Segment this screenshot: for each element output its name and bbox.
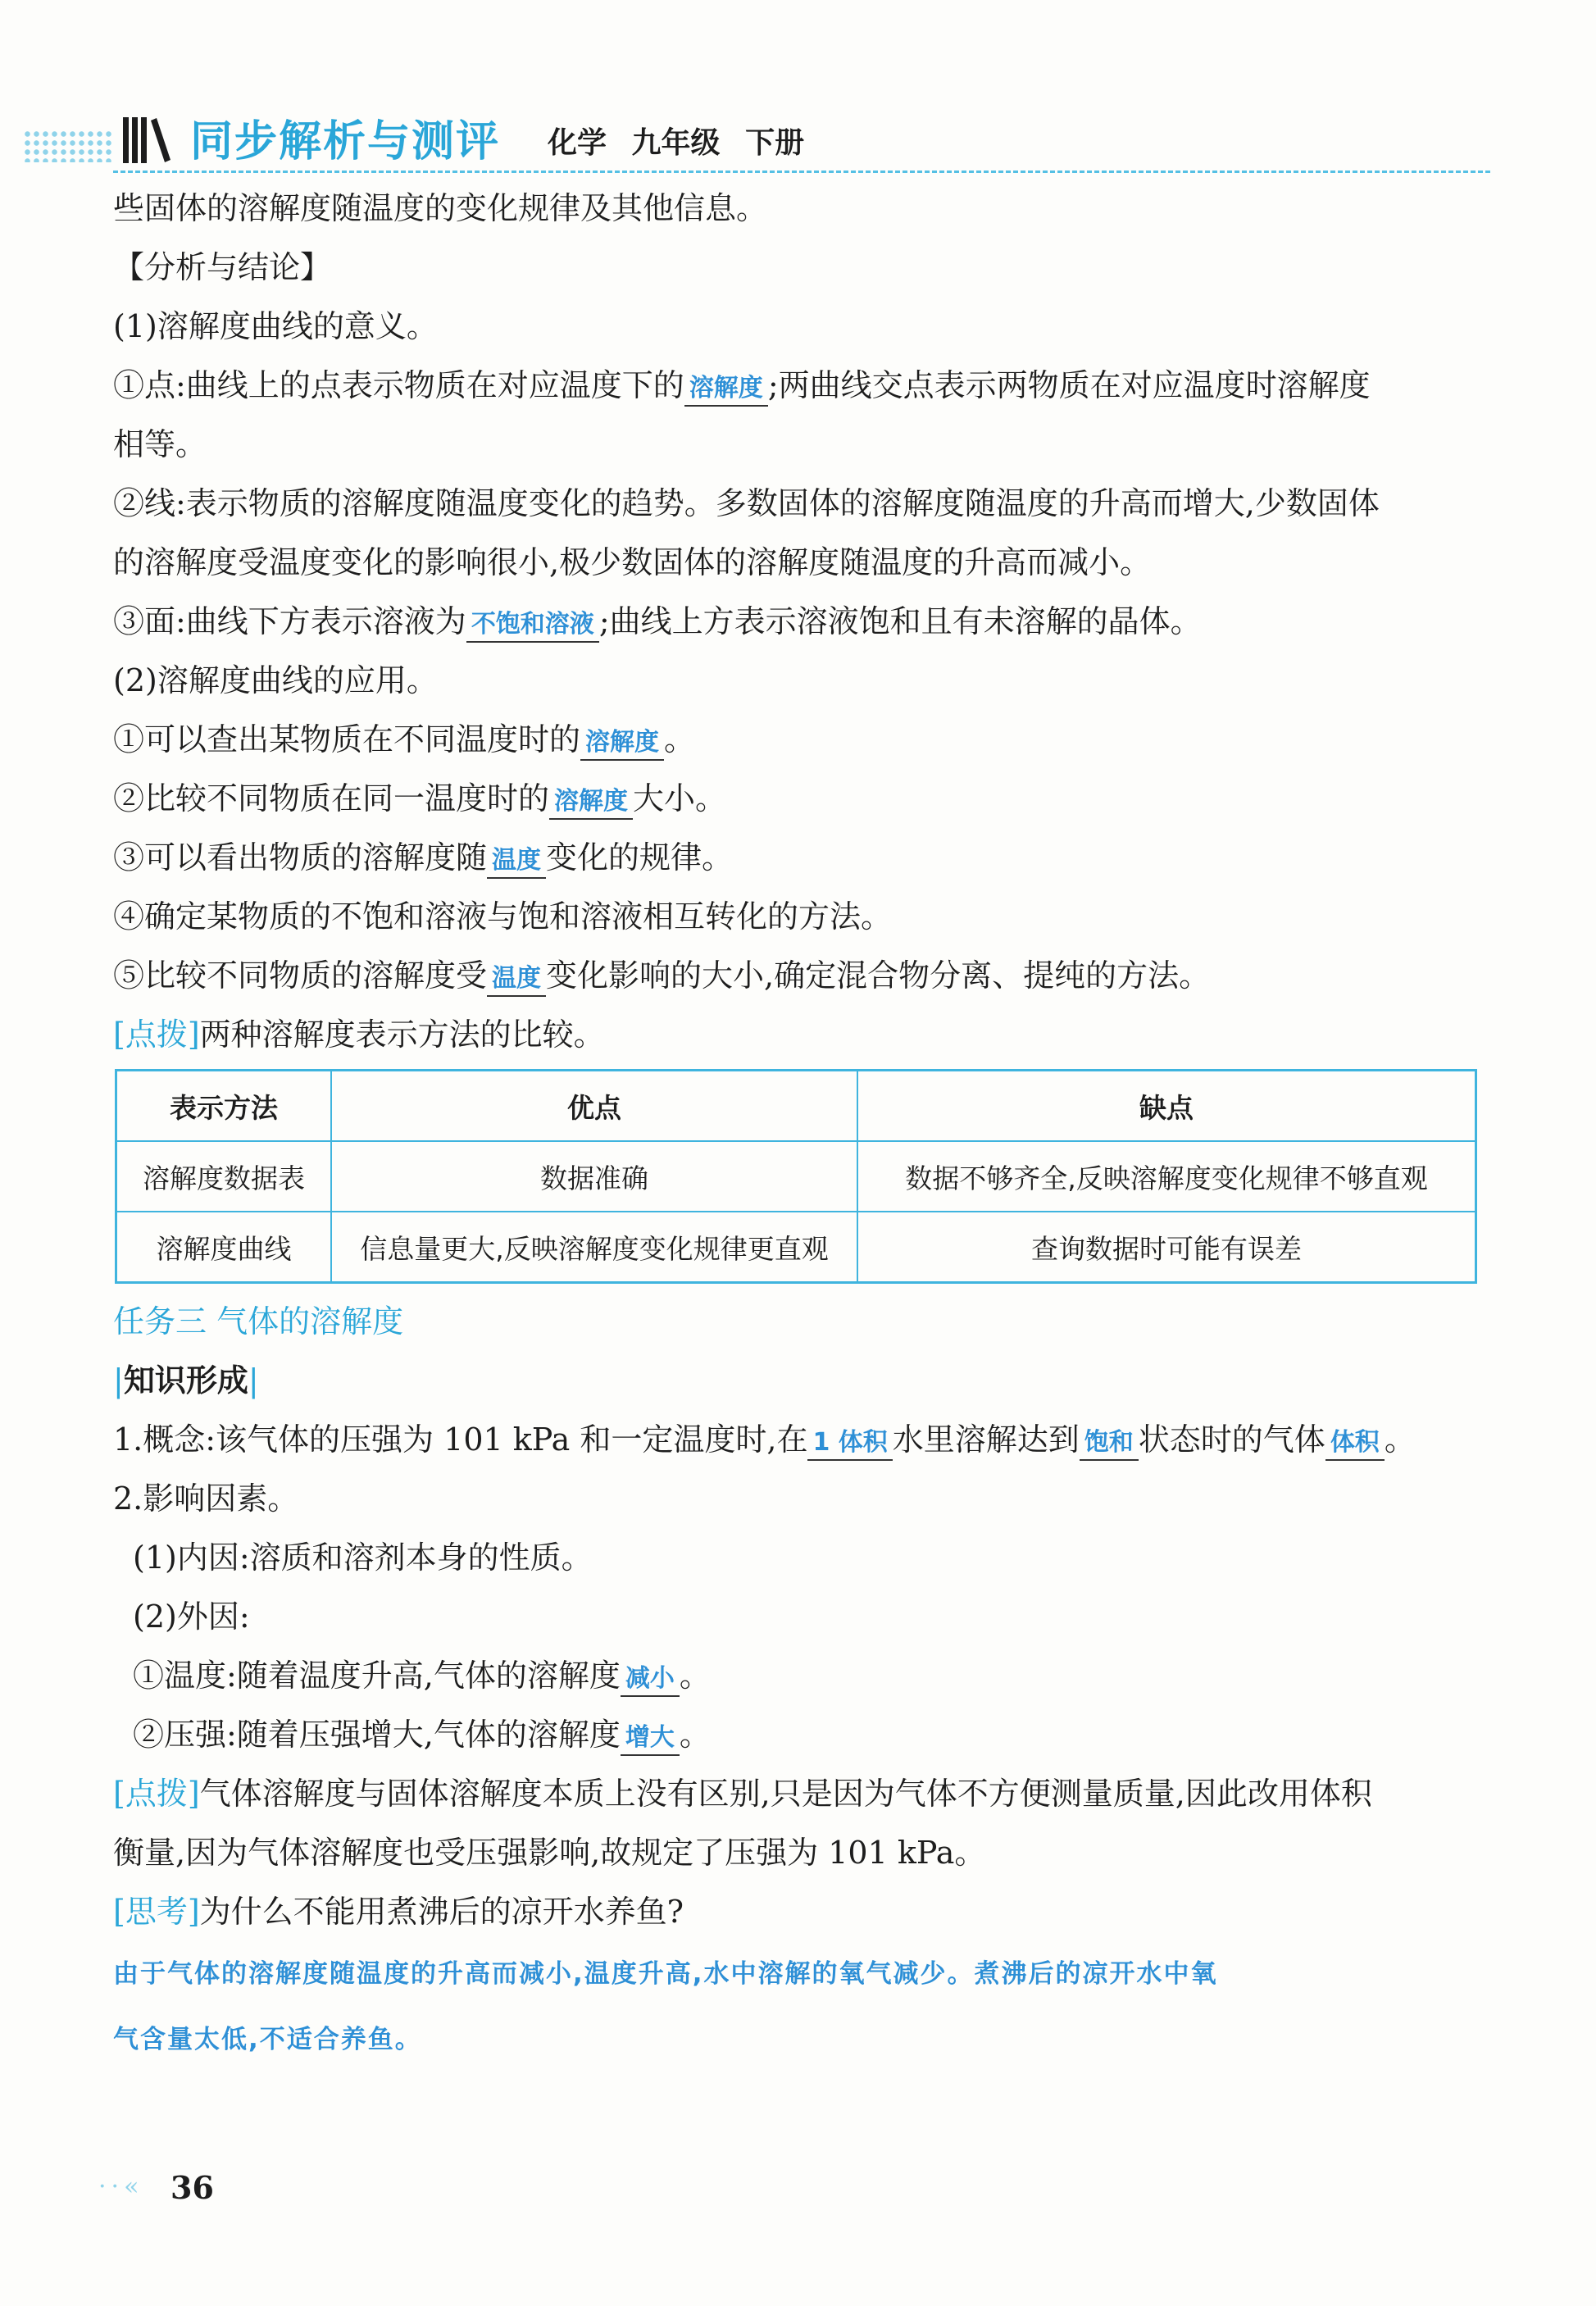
tip-tag: [点拨] (113, 1776, 200, 1812)
text-line: [思考]为什么不能用煮沸后的凉开水养鱼? (113, 1894, 684, 1930)
text-line: 2.影响因素。 (113, 1480, 299, 1517)
table-cell: 溶解度数据表 (116, 1141, 332, 1212)
table-cell: 信息量更大,反映溶解度变化规律更直观 (331, 1212, 857, 1283)
page-number-value: 36 (171, 2169, 214, 2206)
series-title: 同步解析与测评 (190, 117, 501, 166)
subsection-title: |知识形成| (113, 1362, 259, 1399)
page-number-decoration: ··« (98, 2172, 144, 2201)
text-line: ①点:曲线上的点表示物质在对应温度下的 溶解度 ;两曲线交点表示两物质在对应温度时溶解度 (113, 356, 1490, 415)
answer-blank: 饱和 (1080, 1426, 1139, 1461)
text-line: ①温度:随着温度升高,气体的溶解度 减小 。 (113, 1646, 1490, 1705)
text-line: (1)溶解度曲线的意义。 (113, 308, 438, 344)
handwritten-answer: 由于气体的溶解度随温度的升高而减小,温度升高,水中溶解的氧气减少。煮沸后的凉开水中氧 (113, 1959, 1218, 1989)
text-line: ④确定某物质的不饱和溶液与饱和溶液相互转化的方法。 (113, 898, 893, 935)
table-header: 表示方法 (116, 1071, 332, 1142)
answer-blank: 溶解度 (684, 372, 768, 407)
table-cell: 溶解度曲线 (116, 1212, 332, 1283)
text-line: 的溶解度受温度变化的影响很小,极少数固体的溶解度随温度的升高而减小。 (113, 544, 1152, 580)
header-dots-decoration (23, 130, 113, 162)
answer-blank: 体积 (1325, 1426, 1385, 1461)
section-heading: 【分析与结论】 (113, 249, 332, 285)
text-line: 1.概念:该气体的压强为 101 kPa 和一定温度时,在 1 体积 水里溶解达到 饱和 状态时的气体 体积 。 (113, 1410, 1490, 1469)
header-rule (113, 171, 1490, 173)
page-header (23, 107, 1490, 172)
text-line: (2)外因: (133, 1599, 250, 1635)
page-content (113, 179, 1490, 2072)
tip-tag: [点拨] (113, 1017, 200, 1053)
text-line: ②压强:随着压强增大,气体的溶解度 增大 。 (113, 1705, 1490, 1764)
text-line: ③面:曲线下方表示溶液为 不饱和溶液 ;曲线上方表示溶液饱和且有未溶解的晶体。 (113, 592, 1490, 651)
books-logo-icon (120, 111, 177, 168)
text-line: [点拨]两种溶解度表示方法的比较。 (113, 1017, 605, 1053)
text-line: 衡量,因为气体溶解度也受压强影响,故规定了压强为 101 kPa。 (113, 1835, 986, 1871)
section-title: 任务三 气体的溶解度 (113, 1303, 404, 1339)
think-tag: [思考] (113, 1894, 200, 1930)
text-line: ③可以看出物质的溶解度随 温度 变化的规律。 (113, 828, 1490, 887)
table-cell: 查询数据时可能有误差 (857, 1212, 1476, 1283)
table-header: 缺点 (857, 1071, 1476, 1142)
text-line: ②线:表示物质的溶解度随温度变化的趋势。多数固体的溶解度随温度的升高而增大,少数固体 (113, 485, 1380, 521)
table-row (116, 1212, 1476, 1283)
answer-blank: 1 体积 (807, 1426, 892, 1461)
text-line: 些固体的溶解度随温度的变化规律及其他信息。 (113, 190, 768, 226)
page-number (98, 2164, 262, 2213)
table-row (116, 1141, 1476, 1212)
table-cell: 数据准确 (331, 1141, 857, 1212)
answer-blank: 溶解度 (549, 785, 633, 820)
text-line: (1)内因:溶质和溶剂本身的性质。 (133, 1540, 593, 1576)
answer-blank: 增大 (621, 1722, 680, 1756)
answer-blank: 不饱和溶液 (466, 608, 599, 643)
answer-blank: 温度 (487, 962, 546, 997)
handwritten-answer: 气含量太低,不适合养鱼。 (113, 2025, 422, 2054)
text-line: ⑤比较不同物质的溶解度受 温度 变化影响的大小,确定混合物分离、提纯的方法。 (113, 946, 1490, 1005)
text-line: 相等。 (113, 426, 207, 462)
text-line: (2)溶解度曲线的应用。 (113, 662, 438, 698)
text-line: [点拨]气体溶解度与固体溶解度本质上没有区别,只是因为气体不方便测量质量,因此改用体积 (113, 1776, 1372, 1812)
answer-blank: 溶解度 (580, 726, 664, 761)
text-line: ①可以查出某物质在不同温度时的 溶解度 。 (113, 710, 1490, 769)
table-header-row (116, 1071, 1476, 1142)
table-cell: 数据不够齐全,反映溶解度变化规律不够直观 (857, 1141, 1476, 1212)
comparison-table (115, 1069, 1477, 1284)
text-line: ②比较不同物质在同一温度时的 溶解度 大小。 (113, 769, 1490, 828)
answer-blank: 减小 (621, 1662, 680, 1697)
table-header: 优点 (331, 1071, 857, 1142)
book-meta: 化学 九年级 下册 (548, 126, 805, 160)
answer-blank: 温度 (487, 844, 546, 879)
